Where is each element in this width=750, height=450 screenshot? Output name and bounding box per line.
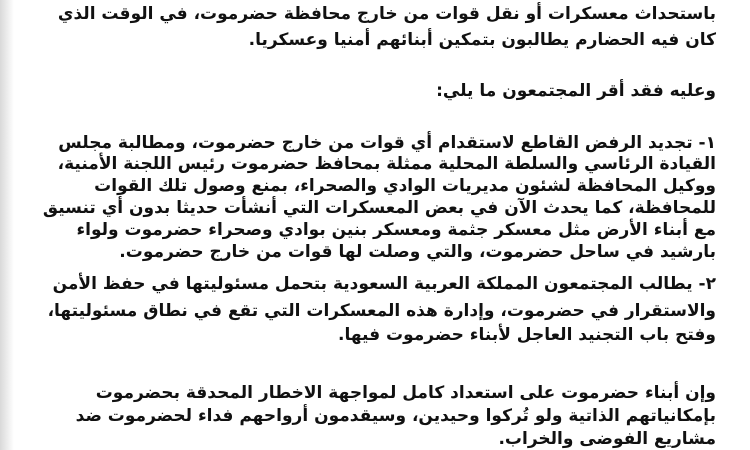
item-1-line: ١- تجديد الرفض القاطع لاستقدام أي قوات من خارج حضرموت، ومطالبة مجلس <box>58 133 716 153</box>
closing-line: وإن أبناء حضرموت على استعداد كامل لمواجهة الاخطار المحدقة بحضرموت <box>95 383 716 403</box>
resolution-heading: وعليه فقد أقر المجتمعون ما يلي: <box>436 81 716 101</box>
intro-line: كان فيه الحضارم يطالبون بتمكين أبنائهم أمنيا وعسكريا. <box>248 30 716 50</box>
item-1-line: بارشيد في ساحل حضرموت، والتي وصلت لها قوات من خارج حضرموت. <box>119 242 716 262</box>
item-2-line: والاستقرار في حضرموت، وإدارة هذه المعسكرات التي تقع في نطاق مسئوليتها، <box>47 301 716 321</box>
closing-line: مشاريع الفوضى والخراب. <box>498 429 716 449</box>
item-1-line: ووكيل المحافظة لشئون مديريات الوادي والصحراء، بمنع وصول تلك القوات <box>94 176 716 196</box>
page-edge-shadow <box>0 0 14 450</box>
item-2-line: وفتح باب التجنيد العاجل لأبناء حضرموت فيها. <box>337 325 716 345</box>
closing-line: بإمكانياتهم الذاتية ولو تُركوا وحيدين، وسيقدمون أرواحهم فداء لحضرموت ضد <box>75 406 716 426</box>
item-1-line: مع أبناء الأرض مثل معسكر جثمة ومعسكر بنين بوادي وصحراء حضرموت ولواء <box>76 220 716 240</box>
item-1-line: للمحافظة، كما يحدث الآن في بعض المعسكرات التي أنشأت حديثا بدون أي تنسيق <box>42 198 716 218</box>
item-2-line: ٢- يطالب المجتمعون المملكة العربية السعودية بتحمل مسئوليتها في حفظ الأمن <box>52 274 716 294</box>
intro-line: باستحداث معسكرات أو نقل قوات من خارج محافظة حضرموت، في الوقت الذي <box>57 4 716 24</box>
item-1-line: القيادة الرئاسي والسلطة المحلية ممثلة بمحافظ حضرموت رئيس اللجنة الأمنية، <box>57 154 716 174</box>
